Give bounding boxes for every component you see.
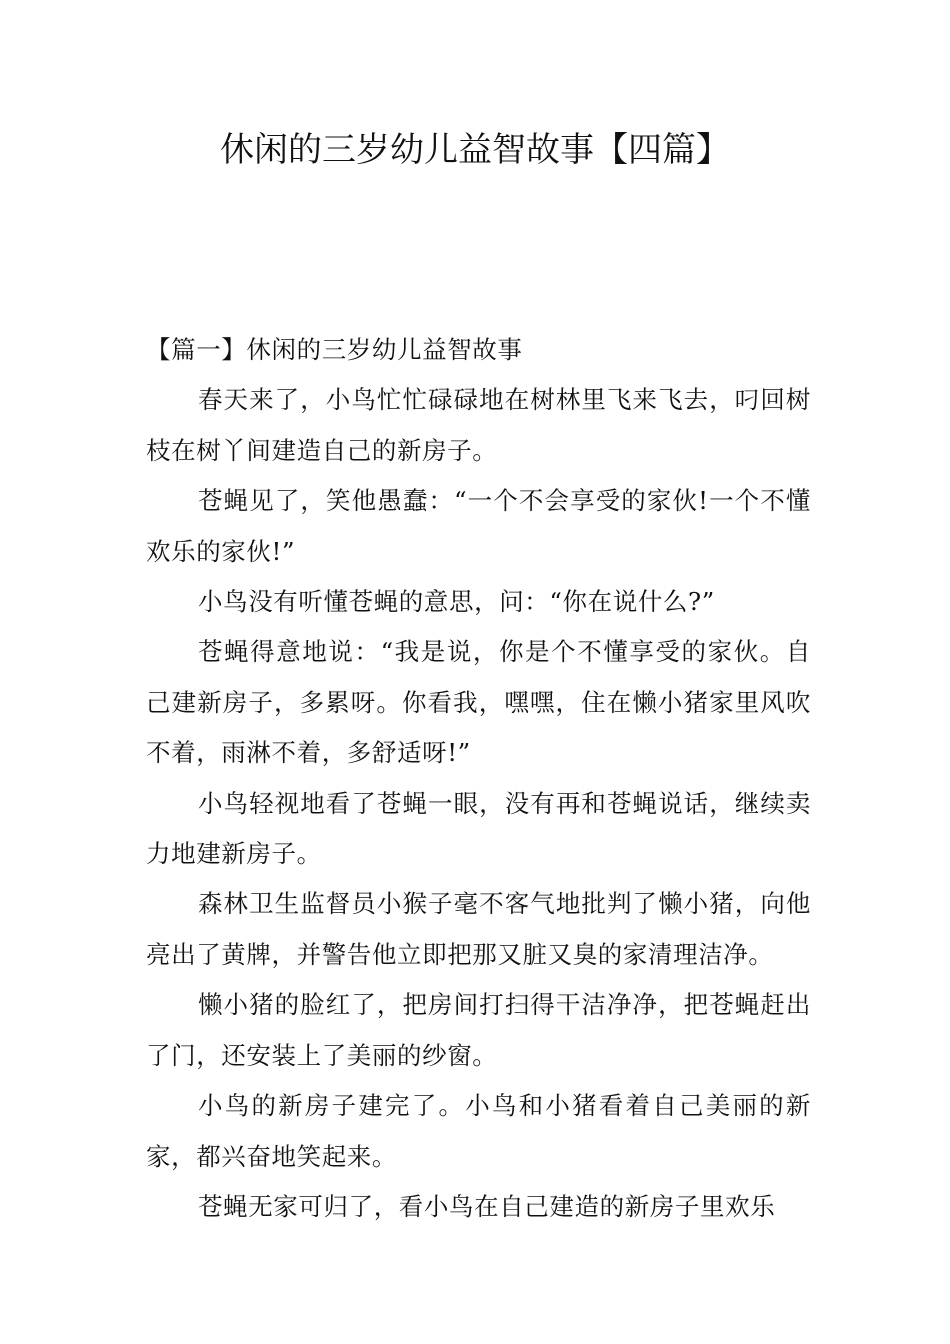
section-heading: 【篇一】休闲的三岁幼儿益智故事 — [146, 335, 523, 364]
document-title: 休闲的三岁幼儿益智故事【四篇】 — [220, 130, 730, 170]
document-body — [146, 325, 811, 1232]
paragraph: 春天来了，小鸟忙忙碌碌地在树林里飞来飞去，叼回树枝在树丫间建造自己的新房子。 — [146, 385, 811, 465]
paragraph: 懒小猪的脸红了，把房间打扫得干洁净净，把苍蝇赶出了门，还安装上了美丽的纱窗。 — [146, 990, 811, 1070]
paragraph: 小鸟的新房子建完了。小鸟和小猪看着自己美丽的新家，都兴奋地笑起来。 — [146, 1091, 811, 1171]
paragraph: 苍蝇无家可归了，看小鸟在自己建造的新房子里欢乐 — [198, 1191, 776, 1221]
paragraph: 小鸟没有听懂苍蝇的意思，问：“你在说什么?” — [198, 587, 715, 617]
paragraph: 小鸟轻视地看了苍蝇一眼，没有再和苍蝇说话，继续卖力地建新房子。 — [146, 788, 811, 869]
paragraph: 苍蝇得意地说：“我是说，你是个不懂享受的家伙。自己建新房子，多累呀。你看我，嘿嘿，住在懒小猪家里风吹不着，雨淋不着，多舒适呀!” — [146, 637, 811, 768]
paragraph: 苍蝇见了，笑他愚蠢：“一个不会享受的家伙!一个不懂欢乐的家伙!” — [146, 486, 811, 566]
paragraph: 森林卫生监督员小猴子毫不客气地批判了懒小猪，向他亮出了黄牌，并警告他立即把那又脏又臭的家清理洁净。 — [146, 889, 811, 969]
